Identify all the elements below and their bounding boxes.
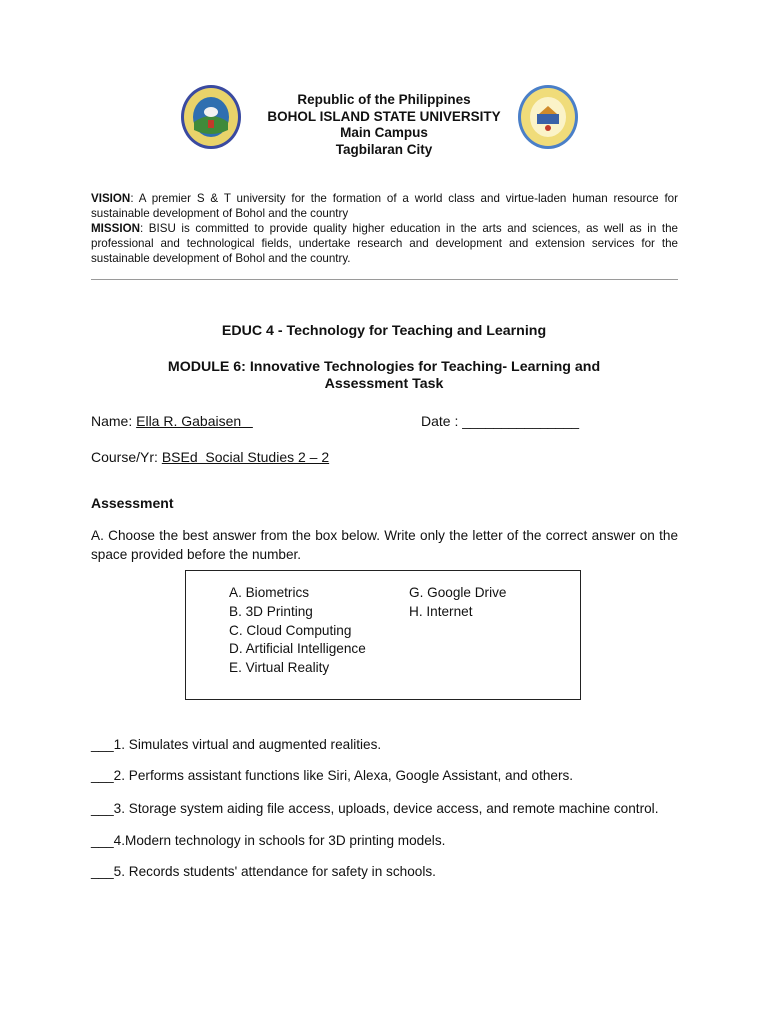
instruction-text: A. Choose the best answer from the box below. Write only the letter of the correct answer on the space provided before the number. xyxy=(91,528,678,562)
course-value[interactable]: BSEd Social Studies 2 – 2 xyxy=(161,449,330,465)
date-field xyxy=(421,413,579,429)
university-header xyxy=(0,92,768,158)
city-line: Tagbilaran City xyxy=(335,141,433,157)
mission-statement xyxy=(91,221,678,267)
choice-item: H. Internet xyxy=(409,604,473,619)
question-item: ___3. Storage system aiding file access, uploads, device access, and remote machine control. xyxy=(91,801,659,816)
mission-label: MISSION xyxy=(91,222,140,235)
divider xyxy=(91,279,678,280)
question-item: ___5. Records students' attendance for safety in schools. xyxy=(91,864,436,879)
university-name: BOHOL ISLAND STATE UNIVERSITY xyxy=(267,108,501,124)
course-title: EDUC 4 - Technology for Teaching and Learning xyxy=(221,323,547,339)
course-label: Course/Yr: xyxy=(91,449,162,465)
republic-line: Republic of the Philippines xyxy=(297,92,471,107)
course-field xyxy=(91,449,329,465)
name-field xyxy=(91,413,253,429)
module-title-line2: Assessment Task xyxy=(324,376,444,392)
question-item: ___1. Simulates virtual and augmented realities. xyxy=(91,737,382,752)
date-label: Date : xyxy=(421,413,463,429)
module-title xyxy=(0,359,768,393)
question-item: ___4.Modern technology in schools for 3D printing models. xyxy=(91,833,446,848)
assessment-heading: Assessment xyxy=(91,495,174,511)
choice-item: C. Cloud Computing xyxy=(229,623,352,638)
choice-item: D. Artificial Intelligence xyxy=(229,641,366,656)
name-label: Name: xyxy=(91,413,137,429)
vision-statement xyxy=(91,191,678,221)
question-item: ___2. Performs assistant functions like Siri, Alexa, Google Assistant, and others. xyxy=(91,768,574,783)
vision-text: : A premier S & T university for the formation of a world class and virtue-laden human resource for sustainable development of Bohol and the country xyxy=(91,192,678,221)
campus-line: Main Campus xyxy=(340,125,428,140)
module-title-line1: MODULE 6: Innovative Technologies for Teaching- Learning and xyxy=(167,359,601,375)
choice-item: E. Virtual Reality xyxy=(229,660,330,675)
choice-item: G. Google Drive xyxy=(409,585,507,600)
mission-text: : BISU is committed to provide quality higher education in the arts and sciences, as well as in the professional and technological fields, undertake research and development and extension services for the sustainable development of Bohol and the country. xyxy=(91,222,678,266)
date-blank[interactable]: _______________ xyxy=(462,413,580,429)
vision-label: VISION xyxy=(91,192,131,205)
choice-item: A. Biometrics xyxy=(229,585,310,600)
choice-item: B. 3D Printing xyxy=(229,604,313,619)
name-value[interactable]: Ella R. Gabaisen xyxy=(136,413,253,429)
